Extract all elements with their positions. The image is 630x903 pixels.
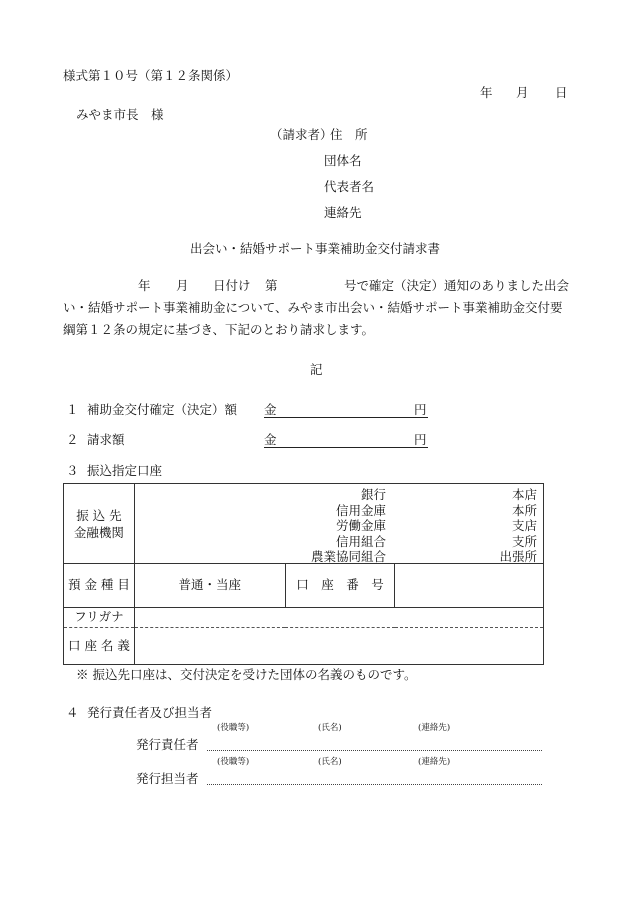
account-table bbox=[63, 483, 544, 665]
item2-number: ２ bbox=[66, 432, 79, 447]
item1-amount-line[interactable] bbox=[264, 417, 428, 418]
issuer-staff-label: 発行担当者 bbox=[136, 771, 199, 786]
item1-yen: 円 bbox=[414, 402, 427, 417]
body-dated: 日付け bbox=[213, 278, 251, 293]
ki-heading: 記 bbox=[310, 362, 323, 377]
bank-label-l1: 振 込 先 bbox=[76, 507, 122, 523]
organization-label: 団体名 bbox=[324, 153, 362, 168]
form-number: 様式第１０号（第１２条関係） bbox=[63, 68, 239, 83]
issuer-staff-line[interactable] bbox=[207, 784, 542, 785]
furigana-field[interactable] bbox=[134, 608, 543, 628]
responsible-name-label: (氏名) bbox=[318, 723, 342, 733]
item3-number: ３ bbox=[66, 463, 79, 478]
bank-name-cell[interactable] bbox=[134, 484, 543, 564]
document-title: 出会い・結婚サポート事業補助金交付請求書 bbox=[190, 241, 441, 256]
representative-label: 代表者名 bbox=[324, 179, 375, 194]
deposit-type-label: 預 金 種 目 bbox=[64, 564, 135, 608]
date-month: 月 bbox=[516, 85, 529, 100]
branch-type-list bbox=[499, 487, 537, 565]
account-number-field[interactable] bbox=[395, 564, 544, 608]
account-holder-label: 口 座 名 義 bbox=[64, 628, 135, 665]
addressee: みやま市長 様 bbox=[76, 107, 164, 122]
section4-number: ４ bbox=[66, 705, 79, 720]
furigana-label: フリガナ bbox=[64, 608, 135, 628]
bank-type: 労働金庫 bbox=[335, 518, 386, 533]
staff-name-label: (氏名) bbox=[318, 757, 342, 767]
body-line3: 綱第１２条の規定に基づき、下記のとおり請求します。 bbox=[63, 322, 375, 337]
branch-type: 支所 bbox=[511, 533, 537, 549]
branch-type: 本所 bbox=[511, 502, 537, 518]
bank-type: 農業協同組合 bbox=[310, 549, 386, 564]
requester-prefix: （請求者） bbox=[270, 127, 333, 142]
item2-label: 請求額 bbox=[87, 432, 125, 447]
body-number-prefix: 第 bbox=[265, 278, 278, 293]
address-label: 住 所 bbox=[330, 127, 368, 142]
body-month: 月 bbox=[176, 278, 189, 293]
date-day: 日 bbox=[555, 85, 568, 100]
bank-type: 信用組合 bbox=[335, 533, 386, 549]
body-line2: い・結婚サポート事業補助金について、みやま市出会い・結婚サポート事業補助金交付要 bbox=[63, 300, 563, 315]
account-note: ※ 振込先口座は、交付決定を受けた団体の名義のものです。 bbox=[76, 667, 417, 682]
item1-label: 補助金交付確定（決定）額 bbox=[87, 402, 238, 417]
branch-type: 支店 bbox=[511, 518, 537, 533]
staff-role-label: (役職等) bbox=[217, 757, 250, 767]
item2-kin: 金 bbox=[264, 432, 277, 447]
issuer-responsible-line[interactable] bbox=[207, 750, 542, 751]
section4-label: 発行責任者及び担当者 bbox=[87, 705, 213, 720]
bank-type: 信用金庫 bbox=[335, 502, 386, 518]
item1-number: １ bbox=[66, 402, 79, 417]
item1-kin: 金 bbox=[264, 402, 277, 417]
item3-label: 振込指定口座 bbox=[87, 463, 163, 478]
bank-type-list bbox=[311, 487, 386, 565]
branch-type: 本店 bbox=[511, 487, 537, 502]
branch-type: 出張所 bbox=[499, 549, 537, 564]
item2-amount-line[interactable] bbox=[264, 447, 428, 448]
contact-label: 連絡先 bbox=[324, 205, 362, 220]
deposit-type-value[interactable]: 普通・当座 bbox=[134, 564, 285, 608]
item2-yen: 円 bbox=[414, 432, 427, 447]
issuer-responsible-label: 発行責任者 bbox=[136, 737, 199, 752]
account-number-label: 口 座 番 号 bbox=[285, 564, 395, 608]
responsible-contact-label: (連絡先) bbox=[418, 723, 451, 733]
bank-label-cell bbox=[64, 484, 135, 564]
account-holder-field[interactable] bbox=[134, 628, 543, 665]
bank-label-l2: 金融機関 bbox=[73, 524, 124, 540]
body-line1-rest: 号で確定（決定）通知のありました出会 bbox=[344, 278, 570, 293]
staff-contact-label: (連絡先) bbox=[418, 757, 451, 767]
date-year: 年 bbox=[480, 85, 493, 100]
body-year: 年 bbox=[138, 278, 151, 293]
bank-type: 銀行 bbox=[360, 487, 386, 502]
responsible-role-label: (役職等) bbox=[217, 723, 250, 733]
